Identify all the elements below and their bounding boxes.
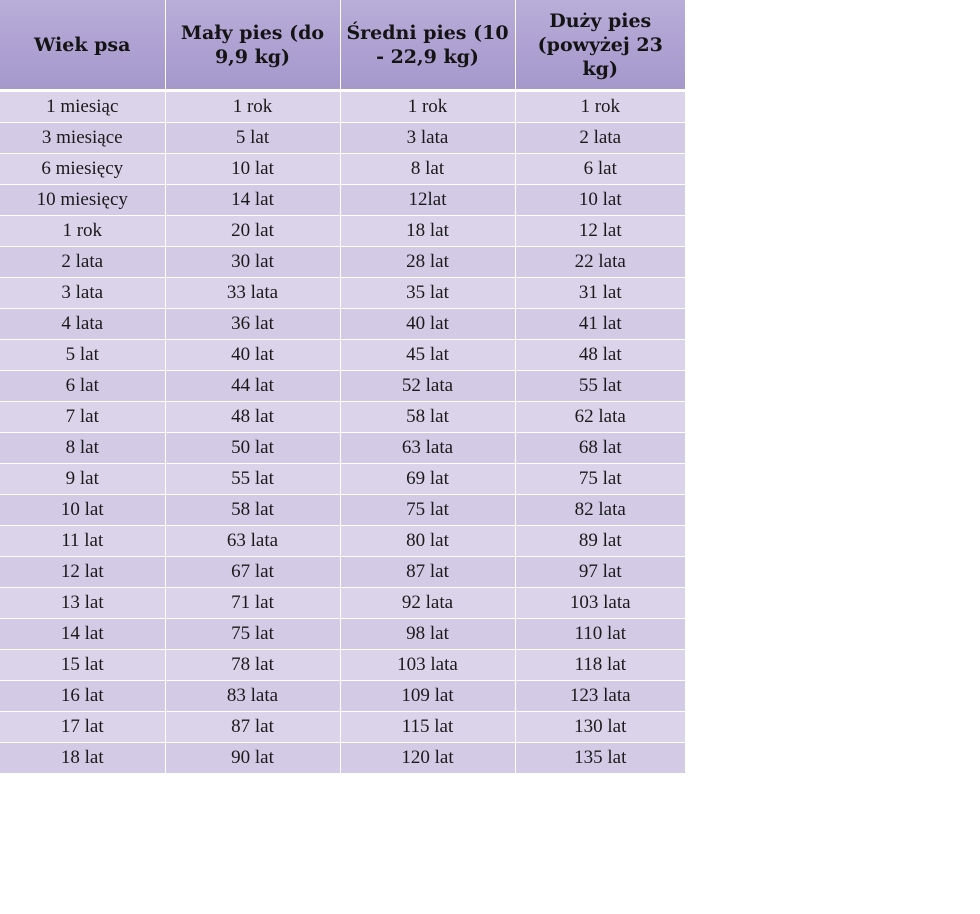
cell-large-dog: 97 lat xyxy=(515,557,685,588)
cell-large-dog: 135 lat xyxy=(515,743,685,774)
cell-medium-dog: 75 lat xyxy=(340,495,515,526)
table-row xyxy=(0,619,685,650)
table-row xyxy=(0,247,685,278)
cell-small-dog: 33 lata xyxy=(165,278,340,309)
cell-dog-age: 14 lat xyxy=(0,619,165,650)
cell-medium-dog: 58 lat xyxy=(340,402,515,433)
cell-dog-age: 17 lat xyxy=(0,712,165,743)
cell-large-dog: 103 lata xyxy=(515,588,685,619)
cell-large-dog: 89 lat xyxy=(515,526,685,557)
table-row xyxy=(0,91,685,123)
cell-small-dog: 63 lata xyxy=(165,526,340,557)
cell-large-dog: 55 lat xyxy=(515,371,685,402)
table-row xyxy=(0,216,685,247)
cell-medium-dog: 69 lat xyxy=(340,464,515,495)
header-dog-age: Wiek psa xyxy=(0,0,165,91)
cell-small-dog: 44 lat xyxy=(165,371,340,402)
cell-medium-dog: 120 lat xyxy=(340,743,515,774)
cell-dog-age: 8 lat xyxy=(0,433,165,464)
cell-medium-dog: 92 lata xyxy=(340,588,515,619)
cell-dog-age: 12 lat xyxy=(0,557,165,588)
cell-dog-age: 5 lat xyxy=(0,340,165,371)
cell-dog-age: 9 lat xyxy=(0,464,165,495)
cell-medium-dog: 109 lat xyxy=(340,681,515,712)
header-row xyxy=(0,0,685,91)
cell-small-dog: 58 lat xyxy=(165,495,340,526)
cell-large-dog: 10 lat xyxy=(515,185,685,216)
cell-dog-age: 10 miesięcy xyxy=(0,185,165,216)
cell-small-dog: 14 lat xyxy=(165,185,340,216)
table-row xyxy=(0,123,685,154)
table-row xyxy=(0,712,685,743)
cell-medium-dog: 35 lat xyxy=(340,278,515,309)
cell-dog-age: 6 miesięcy xyxy=(0,154,165,185)
cell-large-dog: 62 lata xyxy=(515,402,685,433)
cell-small-dog: 40 lat xyxy=(165,340,340,371)
cell-large-dog: 1 rok xyxy=(515,91,685,123)
cell-medium-dog: 103 lata xyxy=(340,650,515,681)
cell-dog-age: 1 rok xyxy=(0,216,165,247)
header-large-dog: Duży pies (powyżej 23 kg) xyxy=(515,0,685,91)
cell-small-dog: 5 lat xyxy=(165,123,340,154)
cell-dog-age: 15 lat xyxy=(0,650,165,681)
cell-small-dog: 71 lat xyxy=(165,588,340,619)
cell-dog-age: 4 lata xyxy=(0,309,165,340)
cell-medium-dog: 80 lat xyxy=(340,526,515,557)
cell-medium-dog: 52 lata xyxy=(340,371,515,402)
cell-medium-dog: 3 lata xyxy=(340,123,515,154)
cell-large-dog: 41 lat xyxy=(515,309,685,340)
header-small-dog: Mały pies (do 9,9 kg) xyxy=(165,0,340,91)
cell-large-dog: 82 lata xyxy=(515,495,685,526)
cell-medium-dog: 18 lat xyxy=(340,216,515,247)
cell-large-dog: 22 lata xyxy=(515,247,685,278)
cell-large-dog: 12 lat xyxy=(515,216,685,247)
table-row xyxy=(0,557,685,588)
cell-dog-age: 2 lata xyxy=(0,247,165,278)
cell-dog-age: 3 lata xyxy=(0,278,165,309)
table-row xyxy=(0,402,685,433)
cell-large-dog: 31 lat xyxy=(515,278,685,309)
table-row xyxy=(0,340,685,371)
cell-small-dog: 48 lat xyxy=(165,402,340,433)
cell-medium-dog: 45 lat xyxy=(340,340,515,371)
table-body xyxy=(0,91,685,774)
cell-dog-age: 10 lat xyxy=(0,495,165,526)
table-row xyxy=(0,185,685,216)
cell-medium-dog: 115 lat xyxy=(340,712,515,743)
table-row xyxy=(0,309,685,340)
cell-small-dog: 36 lat xyxy=(165,309,340,340)
cell-large-dog: 118 lat xyxy=(515,650,685,681)
cell-dog-age: 3 miesiące xyxy=(0,123,165,154)
cell-medium-dog: 98 lat xyxy=(340,619,515,650)
table-row xyxy=(0,650,685,681)
header-medium-dog: Średni pies (10 - 22,9 kg) xyxy=(340,0,515,91)
cell-small-dog: 55 lat xyxy=(165,464,340,495)
cell-large-dog: 123 lata xyxy=(515,681,685,712)
cell-large-dog: 6 lat xyxy=(515,154,685,185)
table-row xyxy=(0,743,685,774)
cell-medium-dog: 63 lata xyxy=(340,433,515,464)
cell-large-dog: 110 lat xyxy=(515,619,685,650)
cell-small-dog: 1 rok xyxy=(165,91,340,123)
cell-small-dog: 30 lat xyxy=(165,247,340,278)
cell-small-dog: 87 lat xyxy=(165,712,340,743)
table-row xyxy=(0,495,685,526)
cell-dog-age: 6 lat xyxy=(0,371,165,402)
cell-dog-age: 16 lat xyxy=(0,681,165,712)
cell-dog-age: 7 lat xyxy=(0,402,165,433)
cell-dog-age: 1 miesiąc xyxy=(0,91,165,123)
cell-large-dog: 75 lat xyxy=(515,464,685,495)
table-row xyxy=(0,371,685,402)
table-row xyxy=(0,433,685,464)
cell-large-dog: 2 lata xyxy=(515,123,685,154)
cell-large-dog: 48 lat xyxy=(515,340,685,371)
cell-medium-dog: 40 lat xyxy=(340,309,515,340)
table-row xyxy=(0,464,685,495)
cell-large-dog: 68 lat xyxy=(515,433,685,464)
table-row xyxy=(0,588,685,619)
cell-small-dog: 20 lat xyxy=(165,216,340,247)
cell-small-dog: 67 lat xyxy=(165,557,340,588)
cell-medium-dog: 87 lat xyxy=(340,557,515,588)
cell-small-dog: 75 lat xyxy=(165,619,340,650)
cell-dog-age: 11 lat xyxy=(0,526,165,557)
table-row xyxy=(0,526,685,557)
cell-medium-dog: 28 lat xyxy=(340,247,515,278)
cell-medium-dog: 8 lat xyxy=(340,154,515,185)
cell-medium-dog: 1 rok xyxy=(340,91,515,123)
cell-small-dog: 10 lat xyxy=(165,154,340,185)
cell-dog-age: 13 lat xyxy=(0,588,165,619)
table-header xyxy=(0,0,685,91)
table-row xyxy=(0,154,685,185)
table-row xyxy=(0,278,685,309)
cell-large-dog: 130 lat xyxy=(515,712,685,743)
cell-dog-age: 18 lat xyxy=(0,743,165,774)
cell-small-dog: 90 lat xyxy=(165,743,340,774)
cell-small-dog: 83 lata xyxy=(165,681,340,712)
cell-medium-dog: 12lat xyxy=(340,185,515,216)
cell-small-dog: 78 lat xyxy=(165,650,340,681)
cell-small-dog: 50 lat xyxy=(165,433,340,464)
table-row xyxy=(0,681,685,712)
